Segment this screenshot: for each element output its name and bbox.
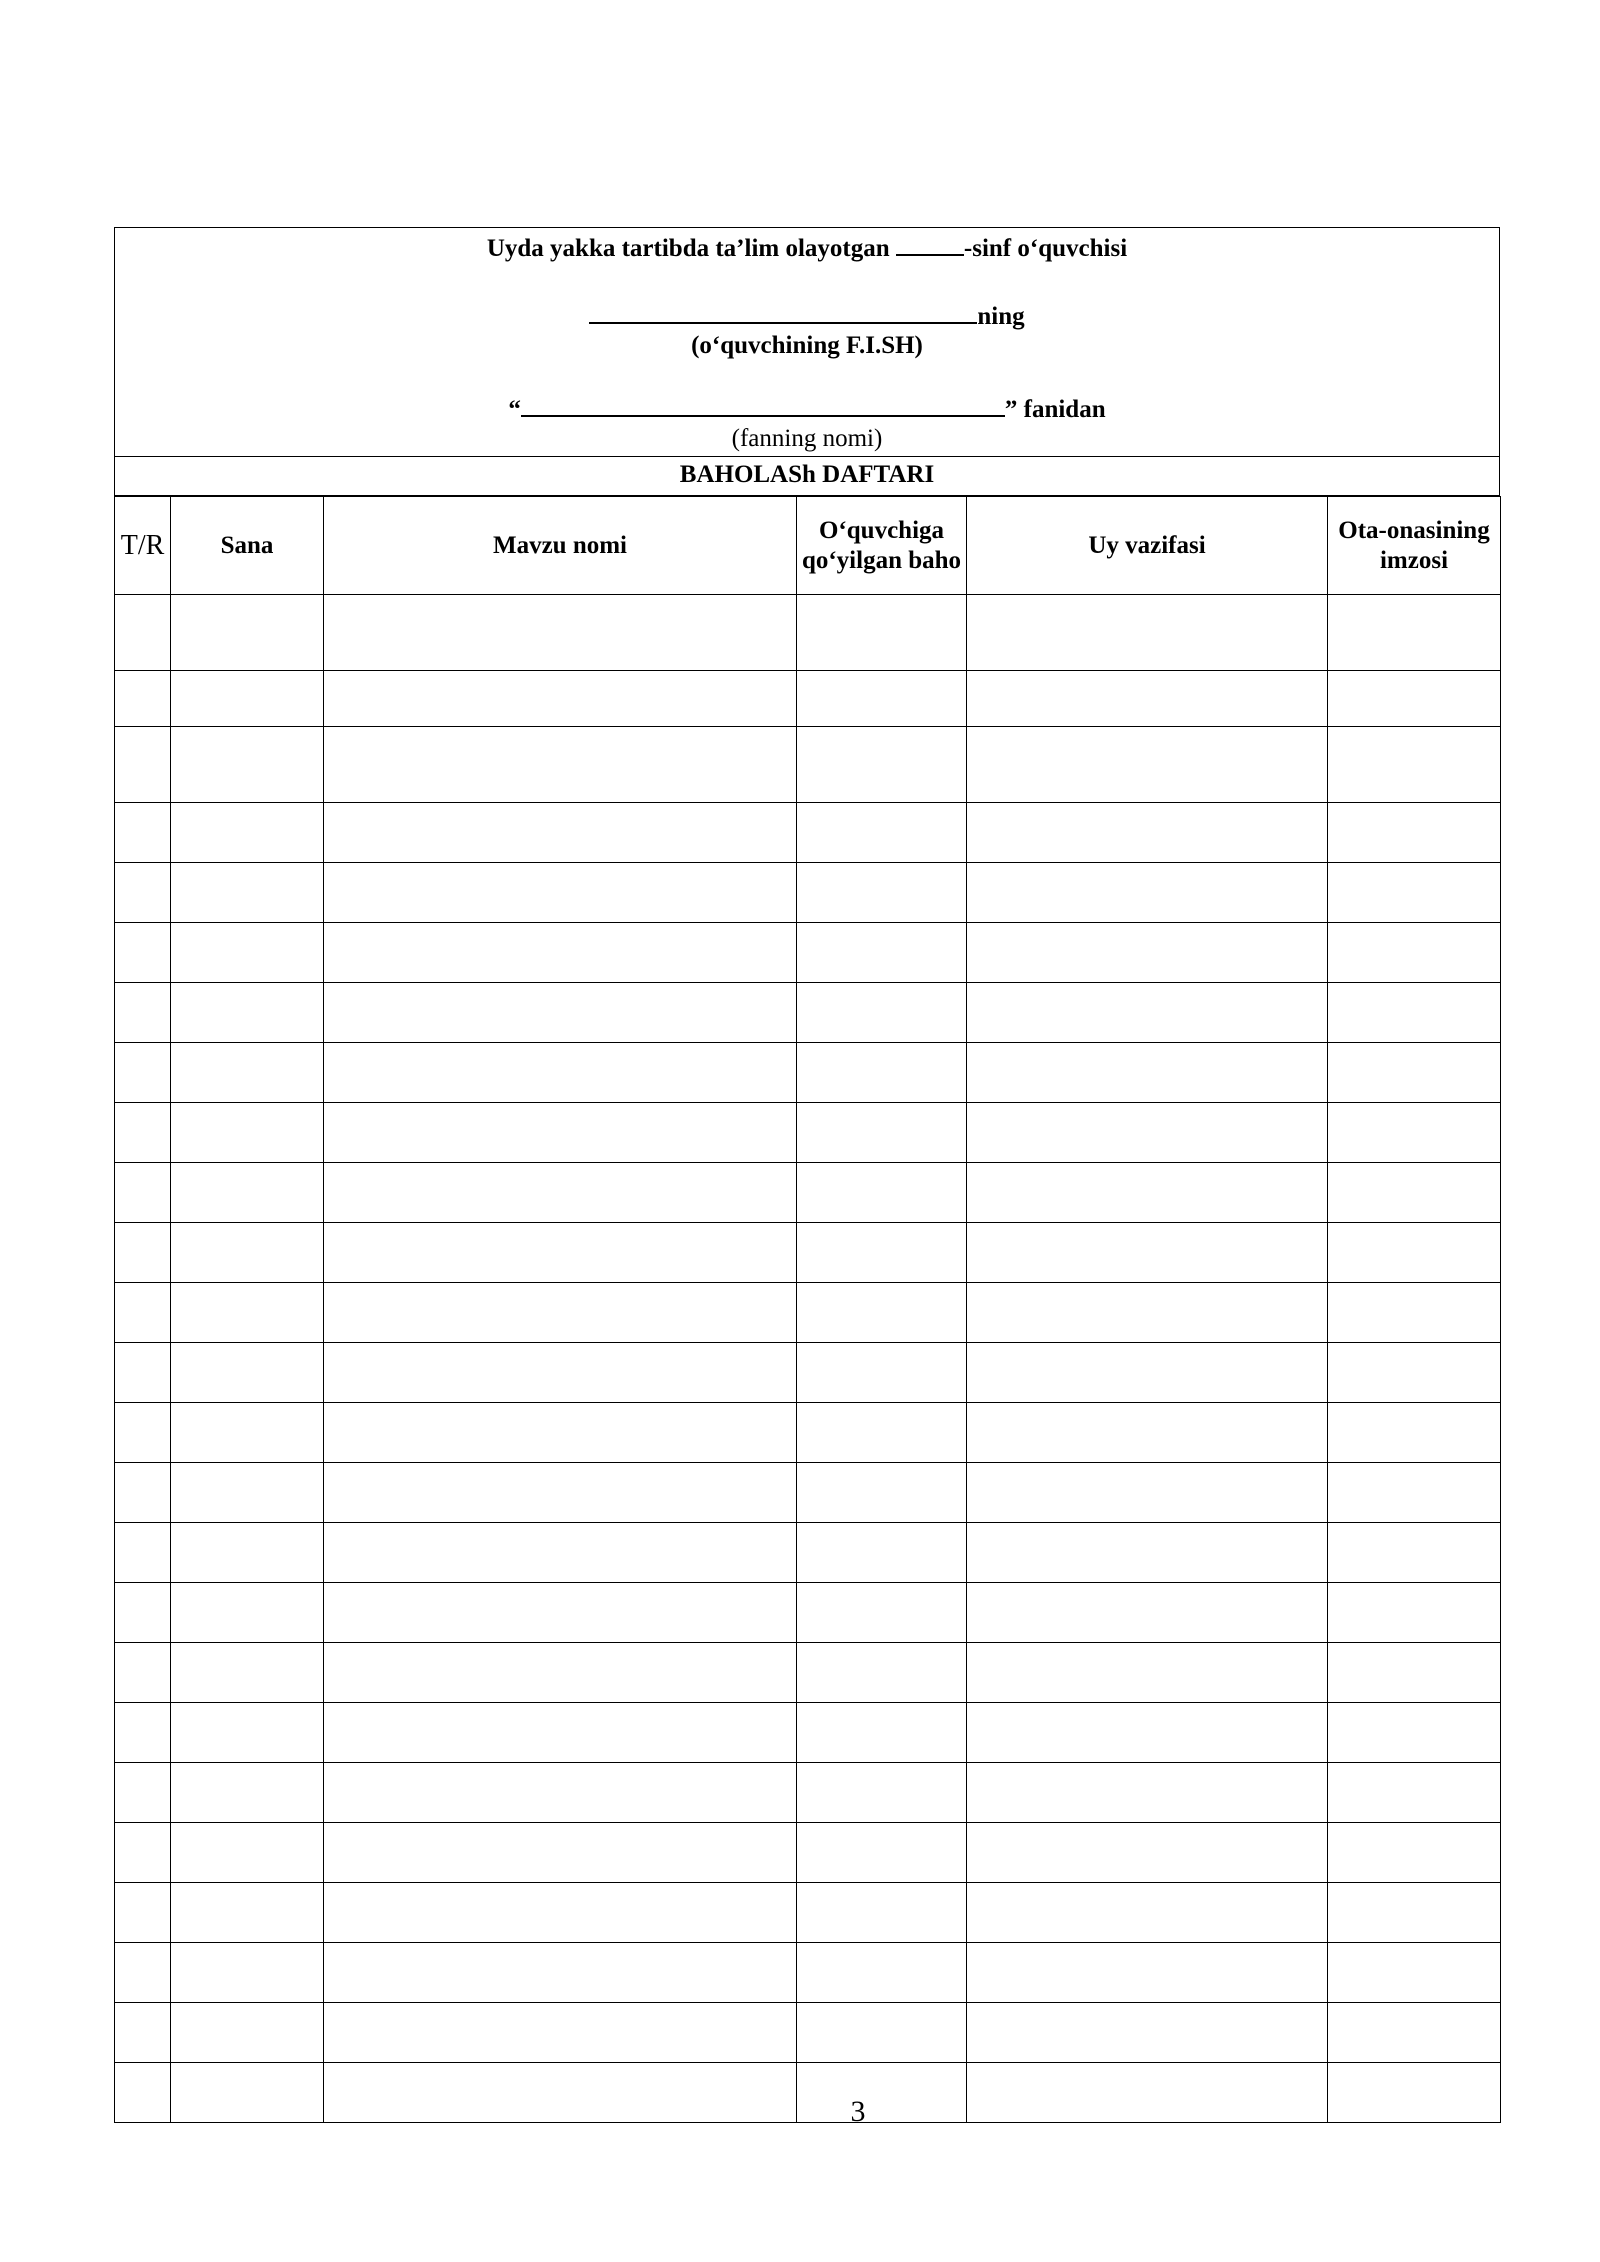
topic-cell[interactable]: [324, 923, 797, 983]
homework-cell[interactable]: [967, 1223, 1328, 1283]
table-header-row: [115, 497, 1501, 595]
topic-cell[interactable]: [324, 1403, 797, 1463]
topic-cell[interactable]: [324, 1583, 797, 1643]
table-row: [115, 803, 1501, 863]
homework-cell[interactable]: [967, 803, 1328, 863]
table-row: [115, 1403, 1501, 1463]
table-row: [115, 2003, 1501, 2063]
signature-cell[interactable]: [1328, 1103, 1501, 1163]
table-row: [115, 1523, 1501, 1583]
assessment-sheet: [114, 227, 1500, 2123]
grade-cell[interactable]: [797, 1403, 967, 1463]
topic-cell[interactable]: [324, 1163, 797, 1223]
grade-cell[interactable]: [797, 1703, 967, 1763]
table-row: [115, 1763, 1501, 1823]
grade-cell[interactable]: [797, 1823, 967, 1883]
homework-cell[interactable]: [967, 1103, 1328, 1163]
table-row: [115, 1583, 1501, 1643]
grade-cell[interactable]: [797, 923, 967, 983]
number-cell[interactable]: [115, 1583, 171, 1643]
subject-suffix: ” fanidan: [1004, 396, 1106, 423]
table-row: [115, 595, 1501, 671]
signature-cell[interactable]: [1328, 727, 1501, 803]
signature-cell[interactable]: [1328, 923, 1501, 983]
homework-cell[interactable]: [967, 1943, 1328, 2003]
topic-cell[interactable]: [324, 1103, 797, 1163]
signature-cell[interactable]: [1328, 983, 1501, 1043]
number-cell[interactable]: [115, 1223, 171, 1283]
date-cell[interactable]: [171, 1643, 324, 1703]
grade-cell[interactable]: [797, 1523, 967, 1583]
topic-cell[interactable]: [324, 1223, 797, 1283]
number-cell[interactable]: [115, 1403, 171, 1463]
homework-cell[interactable]: [967, 1463, 1328, 1523]
class-suffix-text: -sinf o‘quvchisi: [963, 235, 1128, 262]
homework-cell[interactable]: [967, 1523, 1328, 1583]
number-cell[interactable]: [115, 1343, 171, 1403]
header-box: [114, 227, 1500, 457]
grade-cell[interactable]: [797, 1583, 967, 1643]
grade-cell[interactable]: [797, 803, 967, 863]
signature-cell[interactable]: [1328, 803, 1501, 863]
date-cell[interactable]: [171, 2003, 324, 2063]
signature-cell[interactable]: [1328, 1523, 1501, 1583]
signature-cell[interactable]: [1328, 1403, 1501, 1463]
page-number: 3: [850, 2095, 866, 2128]
number-cell[interactable]: [115, 671, 171, 727]
number-cell[interactable]: [115, 803, 171, 863]
homework-cell[interactable]: [967, 1643, 1328, 1703]
homework-cell[interactable]: [967, 1043, 1328, 1103]
table-row: [115, 1463, 1501, 1523]
signature-cell[interactable]: [1328, 1703, 1501, 1763]
grade-cell[interactable]: [797, 2003, 967, 2063]
header-line-class: [115, 232, 1499, 264]
date-cell[interactable]: [171, 595, 324, 671]
table-row: [115, 1883, 1501, 1943]
topic-cell[interactable]: [324, 1523, 797, 1583]
grade-cell[interactable]: [797, 1163, 967, 1223]
grade-cell[interactable]: [797, 863, 967, 923]
grade-cell[interactable]: [797, 1883, 967, 1943]
date-cell[interactable]: [171, 671, 324, 727]
number-cell[interactable]: [115, 2003, 171, 2063]
grade-cell[interactable]: [797, 983, 967, 1043]
topic-cell[interactable]: [324, 983, 797, 1043]
signature-cell[interactable]: [1328, 1643, 1501, 1703]
homework-cell[interactable]: [967, 1343, 1328, 1403]
date-cell[interactable]: [171, 1163, 324, 1223]
subject-caption: (fanning nomi): [731, 425, 883, 452]
table-row: [115, 1823, 1501, 1883]
table-row: [115, 983, 1501, 1043]
number-cell[interactable]: [115, 1163, 171, 1223]
grade-cell[interactable]: [797, 1223, 967, 1283]
date-cell[interactable]: [171, 1943, 324, 2003]
signature-cell[interactable]: [1328, 671, 1501, 727]
topic-cell[interactable]: [324, 2003, 797, 2063]
grade-cell[interactable]: [797, 1943, 967, 2003]
number-cell[interactable]: [115, 1463, 171, 1523]
number-cell[interactable]: [115, 1523, 171, 1583]
topic-cell[interactable]: [324, 1283, 797, 1343]
column-header-number: T/R: [115, 497, 171, 595]
homework-cell[interactable]: [967, 1283, 1328, 1343]
subject-blank-field[interactable]: [521, 393, 1005, 417]
topic-cell[interactable]: [324, 1943, 797, 2003]
homework-cell[interactable]: [967, 727, 1328, 803]
date-cell[interactable]: [171, 863, 324, 923]
grade-cell[interactable]: [797, 1643, 967, 1703]
date-cell[interactable]: [171, 1043, 324, 1103]
grade-table: [114, 496, 1501, 2123]
column-header-parent-signature: Ota-onasining imzosi: [1328, 497, 1501, 595]
grade-cell[interactable]: [797, 1043, 967, 1103]
grade-cell[interactable]: [797, 595, 967, 671]
topic-cell[interactable]: [324, 595, 797, 671]
table-row: [115, 1943, 1501, 2003]
homework-cell[interactable]: [967, 1763, 1328, 1823]
number-cell[interactable]: [115, 1043, 171, 1103]
student-name-suffix: ning: [977, 303, 1025, 330]
date-cell[interactable]: [171, 1583, 324, 1643]
table-row: [115, 1223, 1501, 1283]
date-cell[interactable]: [171, 1343, 324, 1403]
class-blank-field[interactable]: [896, 232, 964, 256]
student-name-blank-field[interactable]: [589, 300, 977, 324]
table-row: [115, 671, 1501, 727]
signature-cell[interactable]: [1328, 1163, 1501, 1223]
table-row: [115, 863, 1501, 923]
number-cell[interactable]: [115, 1943, 171, 2003]
date-cell[interactable]: [171, 1223, 324, 1283]
number-cell[interactable]: [115, 1763, 171, 1823]
number-cell[interactable]: [115, 1823, 171, 1883]
student-name-caption: (o‘quvchining F.I.SH): [691, 332, 923, 359]
table-row: [115, 1283, 1501, 1343]
number-cell[interactable]: [115, 1283, 171, 1343]
subject-open-quote: “: [508, 396, 521, 423]
number-cell[interactable]: [115, 863, 171, 923]
date-cell[interactable]: [171, 803, 324, 863]
signature-cell[interactable]: [1328, 1223, 1501, 1283]
grade-table-body: [115, 595, 1501, 2123]
number-cell[interactable]: [115, 923, 171, 983]
header-line-student-name: [115, 300, 1499, 332]
number-cell[interactable]: [115, 1643, 171, 1703]
date-cell[interactable]: [171, 1703, 324, 1763]
homework-cell[interactable]: [967, 1403, 1328, 1463]
signature-cell[interactable]: [1328, 1043, 1501, 1103]
homework-cell[interactable]: [967, 1823, 1328, 1883]
signature-cell[interactable]: [1328, 1343, 1501, 1403]
header-line-subject: [115, 393, 1499, 425]
grade-cell[interactable]: [797, 1343, 967, 1403]
homework-cell[interactable]: [967, 595, 1328, 671]
signature-cell[interactable]: [1328, 1763, 1501, 1823]
number-cell[interactable]: [115, 1703, 171, 1763]
signature-cell[interactable]: [1328, 1463, 1501, 1523]
topic-cell[interactable]: [324, 1343, 797, 1403]
date-cell[interactable]: [171, 727, 324, 803]
topic-cell[interactable]: [324, 1043, 797, 1103]
topic-cell[interactable]: [324, 727, 797, 803]
class-prefix-text: Uyda yakka tartibda ta’lim olayotgan: [486, 235, 896, 262]
table-title: BAHOLASh DAFTARI: [114, 457, 1500, 496]
signature-cell[interactable]: [1328, 1823, 1501, 1883]
date-cell[interactable]: [171, 1883, 324, 1943]
grade-cell[interactable]: [797, 1103, 967, 1163]
signature-cell[interactable]: [1328, 1283, 1501, 1343]
table-row: [115, 1043, 1501, 1103]
table-row: [115, 727, 1501, 803]
table-row: [115, 1343, 1501, 1403]
signature-cell[interactable]: [1328, 1943, 1501, 2003]
table-row: [115, 1103, 1501, 1163]
date-cell[interactable]: [171, 1403, 324, 1463]
homework-cell[interactable]: [967, 671, 1328, 727]
homework-cell[interactable]: [967, 983, 1328, 1043]
grade-cell[interactable]: [797, 727, 967, 803]
signature-cell[interactable]: [1328, 595, 1501, 671]
homework-cell[interactable]: [967, 923, 1328, 983]
signature-cell[interactable]: [1328, 1883, 1501, 1943]
number-cell[interactable]: [115, 1103, 171, 1163]
date-cell[interactable]: [171, 1823, 324, 1883]
column-header-date: Sana: [171, 497, 324, 595]
topic-cell[interactable]: [324, 803, 797, 863]
homework-cell[interactable]: [967, 863, 1328, 923]
topic-cell[interactable]: [324, 1463, 797, 1523]
signature-cell[interactable]: [1328, 2003, 1501, 2063]
date-cell[interactable]: [171, 1763, 324, 1823]
grade-cell[interactable]: [797, 1283, 967, 1343]
grade-cell[interactable]: [797, 671, 967, 727]
number-cell[interactable]: [115, 727, 171, 803]
column-header-homework: Uy vazifasi: [967, 497, 1328, 595]
column-header-grade: O‘quvchiga qo‘yilgan baho: [797, 497, 967, 595]
homework-cell[interactable]: [967, 1883, 1328, 1943]
number-cell[interactable]: [115, 595, 171, 671]
signature-cell[interactable]: [1328, 1583, 1501, 1643]
date-cell[interactable]: [171, 1283, 324, 1343]
topic-cell[interactable]: [324, 671, 797, 727]
table-row: [115, 923, 1501, 983]
date-cell[interactable]: [171, 923, 324, 983]
topic-cell[interactable]: [324, 1823, 797, 1883]
signature-cell[interactable]: [1328, 863, 1501, 923]
table-row: [115, 1703, 1501, 1763]
topic-cell[interactable]: [324, 863, 797, 923]
grade-cell[interactable]: [797, 1463, 967, 1523]
table-row: [115, 1643, 1501, 1703]
number-cell[interactable]: [115, 1883, 171, 1943]
topic-cell[interactable]: [324, 1883, 797, 1943]
topic-cell[interactable]: [324, 1643, 797, 1703]
date-cell[interactable]: [171, 983, 324, 1043]
homework-cell[interactable]: [967, 1583, 1328, 1643]
date-cell[interactable]: [171, 1103, 324, 1163]
homework-cell[interactable]: [967, 1703, 1328, 1763]
topic-cell[interactable]: [324, 1763, 797, 1823]
homework-cell[interactable]: [967, 2003, 1328, 2063]
date-cell[interactable]: [171, 1523, 324, 1583]
number-cell[interactable]: [115, 983, 171, 1043]
homework-cell[interactable]: [967, 1163, 1328, 1223]
grade-cell[interactable]: [797, 1763, 967, 1823]
table-row: [115, 1163, 1501, 1223]
column-header-topic: Mavzu nomi: [324, 497, 797, 595]
date-cell[interactable]: [171, 1463, 324, 1523]
topic-cell[interactable]: [324, 1703, 797, 1763]
